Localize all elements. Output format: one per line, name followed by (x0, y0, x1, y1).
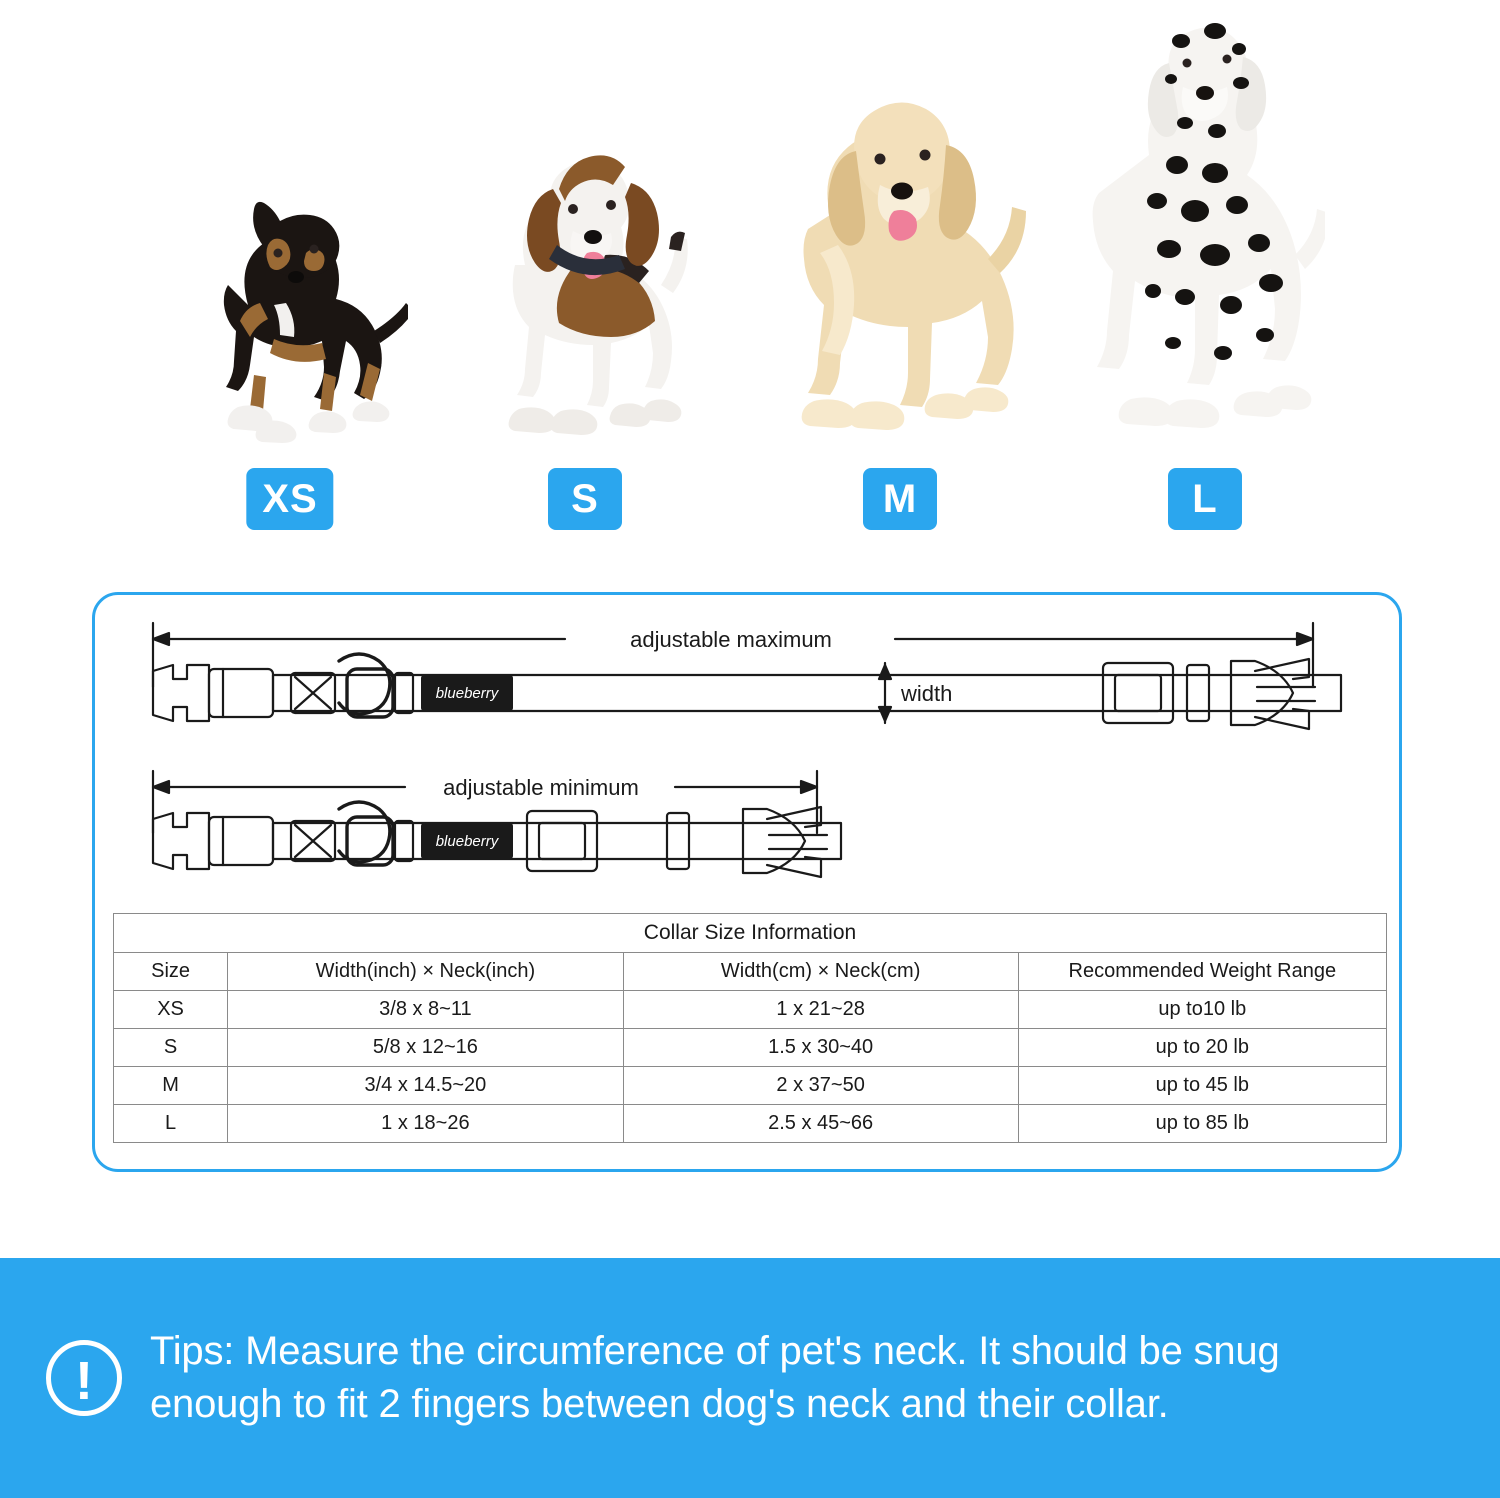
size-badge-m: M (863, 468, 937, 530)
exclamation-icon: ! (46, 1340, 122, 1416)
cell-size: L (114, 1105, 228, 1143)
cell-inch: 3/8 x 8~11 (228, 991, 624, 1029)
cell-inch: 1 x 18~26 (228, 1105, 624, 1143)
dog-cell-l (1055, 0, 1355, 545)
table-title: Collar Size Information (114, 914, 1387, 953)
header-size: Size (114, 953, 228, 991)
collar-diagram (95, 595, 1399, 917)
label-adjustable-minimum: adjustable minimum (443, 775, 639, 800)
table-row (114, 991, 1387, 1029)
cell-cm: 2 x 37~50 (623, 1067, 1018, 1105)
cell-cm: 1.5 x 30~40 (623, 1029, 1018, 1067)
dog-image-golden-retriever (760, 45, 1030, 445)
size-badge-xs: XS (246, 468, 333, 530)
header-weight: Recommended Weight Range (1018, 953, 1386, 991)
collar-size-table (113, 913, 1387, 1143)
cell-cm: 2.5 x 45~66 (623, 1105, 1018, 1143)
header-inch: Width(inch) × Neck(inch) (228, 953, 624, 991)
dog-image-beagle (455, 85, 705, 445)
label-width: width (901, 681, 953, 706)
dog-image-dalmatian (1065, 5, 1325, 445)
dog-cell-m (760, 0, 1040, 545)
collar-diagram-svg (95, 595, 1399, 917)
dog-cell-s (455, 0, 715, 545)
cell-weight: up to 85 lb (1018, 1105, 1386, 1143)
cell-cm: 1 x 21~28 (623, 991, 1018, 1029)
cell-weight: up to 20 lb (1018, 1029, 1386, 1067)
table-title-row (114, 914, 1387, 953)
header-cm: Width(cm) × Neck(cm) (623, 953, 1018, 991)
cell-size: S (114, 1029, 228, 1067)
dog-cell-xs (160, 0, 420, 545)
tips-text (150, 1325, 1280, 1431)
tips-banner (0, 1258, 1500, 1498)
svg-text:blueberry: blueberry (435, 685, 499, 702)
table-row (114, 1067, 1387, 1105)
cell-inch: 3/4 x 14.5~20 (228, 1067, 624, 1105)
table-row (114, 1029, 1387, 1067)
collar-spec-card (92, 592, 1402, 1172)
label-adjustable-maximum: adjustable maximum (630, 627, 832, 652)
size-badge-l: L (1168, 468, 1242, 530)
cell-inch: 5/8 x 12~16 (228, 1029, 624, 1067)
cell-weight: up to10 lb (1018, 991, 1386, 1029)
table-header-row (114, 953, 1387, 991)
cell-size: M (114, 1067, 228, 1105)
tips-line-1: Tips: Measure the circumference of pet's neck. It should be snug (150, 1328, 1280, 1373)
size-table-wrap (113, 913, 1387, 1143)
svg-text:blueberry: blueberry (435, 833, 499, 850)
dog-size-row (0, 0, 1500, 545)
dog-image-terrier-puppy (178, 125, 408, 445)
table-row (114, 1105, 1387, 1143)
size-badge-s: S (548, 468, 622, 530)
tips-line-2: enough to fit 2 fingers between dog's neck and their collar. (150, 1382, 1169, 1426)
cell-weight: up to 45 lb (1018, 1067, 1386, 1105)
cell-size: XS (114, 991, 228, 1029)
